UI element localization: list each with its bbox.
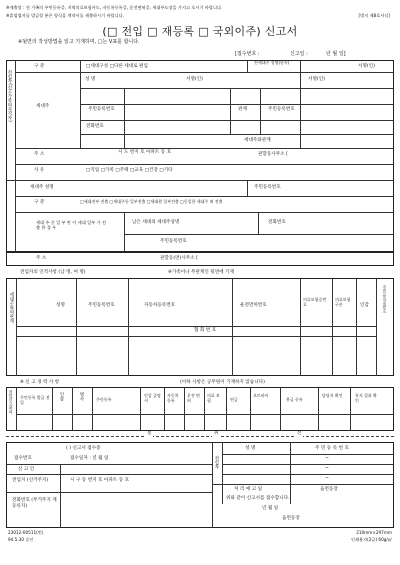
header-note-1: ※제출할 : 전 가족의 주민등록증, 지역의료보험카드, 자동차등록증, 운전면허증, 세대주도장을 가지고 오시기 바랍니다. — [6, 5, 223, 10]
division2-label: 구 분 — [34, 200, 45, 205]
receipt-number-row-label: 접수번호 — [14, 456, 32, 461]
form-number: [별지 제8호서식] — [358, 13, 390, 18]
form-title: (□ 전입 □ 재등록 □ 국외이주) 신고서 — [102, 25, 298, 38]
phone-label: 전화번호 — [86, 124, 104, 129]
receipt-dash-1: ~ — [325, 456, 329, 461]
cut-line — [6, 436, 394, 437]
new-id-label: 주민등록번호 — [254, 185, 281, 190]
remain-id-label: 주민등록번호 — [160, 239, 187, 244]
family-table — [6, 278, 394, 376]
new-head-label: 세대주 성명 — [30, 185, 54, 190]
section1-side-label: 전입자(신고가족의자격자) — [6, 70, 12, 122]
sign-field[interactable]: 서명(인) — [358, 64, 375, 69]
footer-paper: 인쇄용지(2급) 60g/㎡ — [350, 537, 392, 542]
family-header-id: 주민등록번호 — [88, 303, 115, 308]
remain-head-label: 남은 세대의 세대주성명 — [132, 220, 180, 225]
address-row-2 — [6, 252, 394, 266]
family-subheader: 협 회 번 호 — [194, 328, 217, 333]
receipt-right-name-header: 성 명 — [245, 446, 256, 451]
seal-field[interactable]: 서명(인) — [186, 77, 203, 82]
relation-label: 관계 — [238, 107, 247, 112]
receipt-title: ( ) 신고서 접수증 — [66, 446, 101, 451]
receipt-date-value[interactable]: 접수일자 : 년 월 일 — [70, 456, 109, 461]
name-label: 성 명 — [85, 77, 96, 82]
family-header-car: 자동차등록번호 — [144, 303, 176, 308]
footer-approval: 94.5.30 승인 — [8, 537, 34, 542]
receipt-right-side-label: 전입자 — [213, 456, 219, 470]
id-number-label: 주민등록번호 — [88, 107, 115, 112]
history-col-8: 의료 보험 — [207, 393, 220, 403]
family-header-name: 성명 — [56, 303, 65, 308]
history-note: (이하 사항은 공무원이 기재하지 않습니다) — [180, 380, 265, 385]
family-header-seal: 인감 — [360, 303, 369, 308]
address2-label: 주 소 — [36, 256, 47, 261]
report-date-fields: 년 월 일] — [326, 51, 346, 57]
history-col-13: 통지 결과 확인 — [355, 393, 377, 403]
history-title: ※ 신 고 경 력 사 항 — [20, 380, 60, 385]
header-note-2: ※휴업업자를 발급할 분은 양식을 계약서를 제출하시기 바랍니다. — [6, 13, 125, 18]
division-label: 구 분 — [34, 64, 45, 69]
office-label: 관할동사무소 [ — [258, 152, 288, 157]
family-side-label: 세대주와의관계 — [8, 292, 14, 323]
address-parts[interactable]: 시 도 번지 호 아파트 동 호 — [118, 150, 172, 155]
receipt-confirm-text: 위와 같이 신고서를 접수합니다. — [226, 496, 290, 501]
footer-code: 23012-00511(번) — [8, 530, 44, 535]
family-header-license: 운전면허번호 — [240, 303, 267, 308]
history-col-6: 자동차 등록 — [167, 393, 179, 403]
previous-head-label: 전세대주 성명(한자) — [254, 60, 290, 65]
receipt-right-id-header: 주 민 등 록 번 호 — [315, 446, 349, 451]
division2-options[interactable]: □세대전부 전출 □세대주등 일부전출 □세대원 일부전출 □동일한 세대주 외 전출 — [80, 199, 223, 204]
receipt-confirm-date[interactable]: 년 월 일 — [262, 506, 279, 511]
relation-id-label: 주민등록번호 — [268, 107, 295, 112]
receipt-stamp-label: 읍면동장 — [282, 516, 300, 521]
reason-label: 사 유 — [34, 168, 45, 173]
office2-label: 관할동(면)사무소 [ — [160, 256, 198, 261]
history-col-9: 연금 — [230, 397, 238, 402]
division-options[interactable]: □세대구성 □다른 세대로 편입 — [86, 64, 148, 69]
history-col-11: 봉급 등록 — [286, 397, 303, 402]
footer-size: 210mm×297mm — [356, 530, 392, 535]
family-header-insurance: 의료보험증번호 — [303, 297, 327, 307]
report-date-label: 신고일 : — [290, 51, 308, 57]
receipt-new-address-value[interactable]: 시 구 동 번지 호 아파트 동 호 — [70, 478, 130, 483]
receipt-new-address-label: 전입지 (신거주지) — [12, 478, 49, 483]
history-col-12: 담당자 확인 — [322, 393, 343, 398]
move-in-persons-label: 전입자의 인적사항 (남 명, 여 명) — [20, 270, 86, 275]
cut-line-center-label: 취 — [214, 431, 219, 436]
cut-line-right-label: 선 — [297, 431, 302, 436]
householder-label: 세대주 — [36, 104, 50, 109]
family-header-insurance-type: 의료보험 구분 — [335, 297, 351, 307]
move-in-persons-note: ※가족이나 무관계인 뒷면에 기재 — [168, 270, 234, 275]
receipt-reporter-label: 신 고 인 — [18, 467, 35, 472]
receipt-number-label: [접수번호 : — [235, 51, 260, 57]
history-col-7: 운전 면허 — [187, 393, 200, 403]
receipt-phone-label: 전화번호 (무거주지 재등록자) — [12, 498, 57, 509]
partial-move-note: 세대 주 중 일 부 만 이 세대 일부 가 전 출 한 경 우 — [36, 220, 106, 231]
history-col-10: 오토바이 — [253, 393, 269, 398]
history-col-1: 주민등록 발급 전입 — [20, 395, 50, 405]
reason-options[interactable]: □직업 □가족 □주택 □교육 □건강 □기타 — [86, 168, 173, 173]
history-side-label: 전입신고처리 — [8, 390, 14, 414]
receipt-dash-3: ~ — [325, 476, 329, 481]
head-relation-label: 세대주와관계 — [244, 138, 271, 143]
remain-phone-label: 전화번호 — [268, 220, 286, 225]
form-subtitle: ※뒷면의 작성방법을 읽고 기재하며, □는 V표를 합니다. — [18, 39, 140, 45]
receipt-processing-official: 읍면동장 — [320, 487, 338, 492]
seal-field-right[interactable]: 서명(인) — [308, 77, 325, 82]
cut-line-left-label: 절 — [147, 431, 152, 436]
history-col-4: 주민등록 — [96, 397, 112, 402]
history-col-3: 병사 — [78, 392, 84, 401]
receipt-dash-2: ~ — [325, 466, 329, 471]
receipt-processing-label: 처 리 예 고 일 — [234, 487, 263, 492]
history-col-5: 인감 증명서 — [144, 393, 161, 403]
address-label: 주 소 — [34, 152, 45, 157]
family-header-idcard: 주민등록증번호 — [382, 285, 388, 313]
history-col-2: 인감 — [58, 392, 64, 401]
